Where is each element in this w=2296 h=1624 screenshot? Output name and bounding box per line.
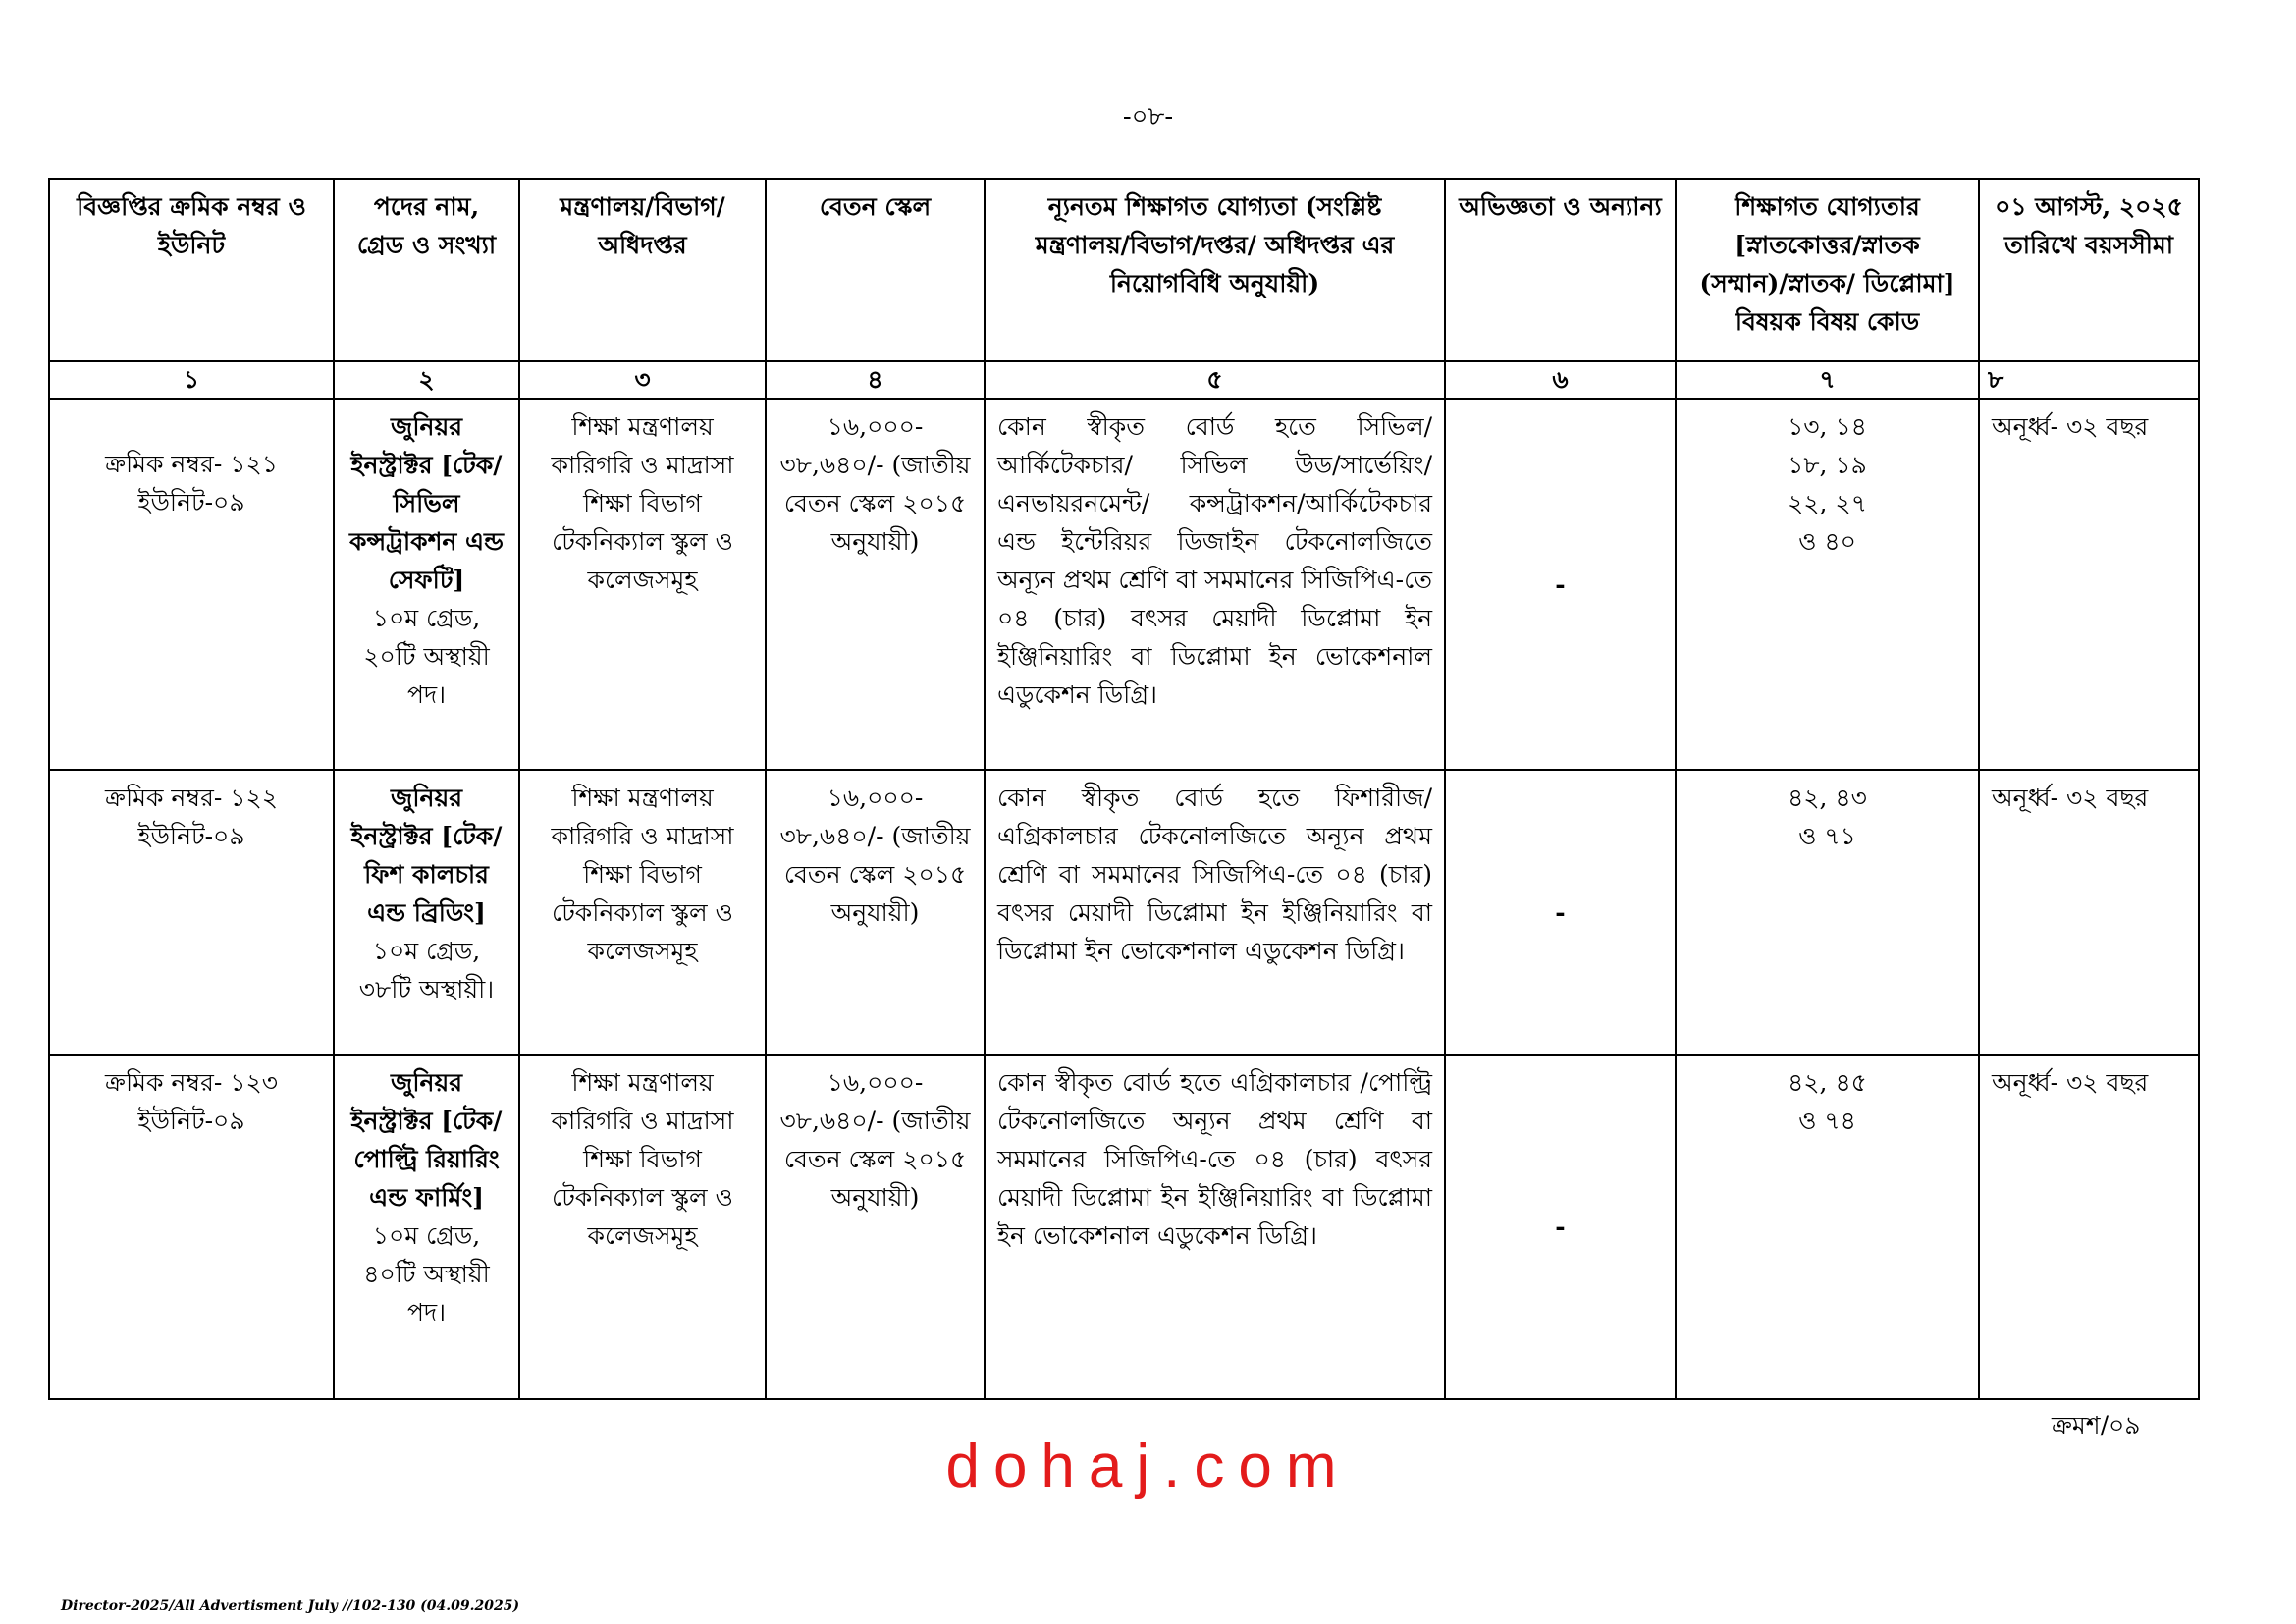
qualification-cell: কোন স্বীকৃত বোর্ড হতে সিভিল/ আর্কিটেকচার/ সিভিল উড/সার্ভেয়িং/ এনভায়রনমেন্ট/ কন্সট্রাকশন/আর্কিটেকচার এন্ড ইন্টেরিয়র ডিজাইন টেকনোলজিতে অন্যূন প্রথম শ্রেণি বা সমমানের সিজিপিএ-তে ০৪ (চার) বৎসর মেয়াদী ডিপ্লোমা ইন ইঞ্জিনিয়ারিং বা ডিপ্লোমা ইন ভোকেশনাল এডুকেশন ডিগ্রি। <box>985 399 1445 770</box>
header-post-name: পদের নাম, গ্রেড ও সংখ্যা <box>334 179 519 361</box>
footer-reference: Director-2025/All Advertisment July //102-130 (04.09.2025) <box>61 1598 520 1614</box>
post-name-cell <box>334 399 519 770</box>
table-header-row <box>49 179 2199 361</box>
experience-cell: - <box>1445 399 1676 770</box>
column-number: ৪ <box>766 361 985 399</box>
column-number: ৬ <box>1445 361 1676 399</box>
post-title: জুনিয়র ইনস্ট্রাক্টর [টেক/ সিভিল কন্সট্রাকশন এন্ড সেফটি] <box>348 412 505 594</box>
post-title: জুনিয়র ইনস্ট্রাক্টর [টেক/ ফিশ কালচার এন্ড ব্রিডিং] <box>350 784 503 927</box>
header-experience: অভিজ্ঞতা ও অন্যান্য <box>1445 179 1676 361</box>
age-limit-cell: অনূর্ধ্ব- ৩২ বছর <box>1979 770 2199 1055</box>
subject-code: ১৮, ১৯ <box>1788 451 1867 479</box>
post-title: জুনিয়র ইনস্ট্রাক্টর [টেক/ পোল্ট্রি রিয়ারিং এন্ড ফার্মিং] <box>350 1068 503 1212</box>
page-number: -০৮- <box>1122 102 1174 132</box>
serial-unit-cell <box>49 1055 334 1399</box>
post-grade: ১০ম গ্রেড, ২০টি অস্থায়ী পদ। <box>363 604 490 709</box>
table-row <box>49 1055 2199 1399</box>
serial-unit-text: ক্রমিক নম্বর- ১২১ ইউনিট-০৯ <box>105 450 278 516</box>
qualification-cell: কোন স্বীকৃত বোর্ড হতে ফিশারীজ/ এগ্রিকালচার টেকনোলজিতে অন্যূন প্রথম শ্রেণি বা সমমানের সিজিপিএ-তে ০৪ (চার) বৎসর মেয়াদী ডিপ্লোমা ইন ইঞ্জিনিয়ারিং বা ডিপ্লোমা ইন ভোকেশনাল এডুকেশন ডিগ্রি। <box>985 770 1445 1055</box>
serial-unit-text: ক্রমিক নম্বর- ১২৩ ইউনিট-০৯ <box>105 1068 278 1135</box>
header-subject-code: শিক্ষাগত যোগ্যতার [স্নাতকোত্তর/স্নাতক (সম্মান)/স্নাতক/ ডিপ্লোমা] বিষয়ক বিষয় কোড <box>1676 179 1979 361</box>
subject-code: ও ৭১ <box>1798 822 1856 850</box>
subject-code: ও ৪০ <box>1798 527 1856 556</box>
subject-code: ও ৭৪ <box>1798 1107 1856 1135</box>
header-serial-unit: বিজ্ঞপ্তির ক্রমিক নম্বর ও ইউনিট <box>49 179 334 361</box>
column-number: ৭ <box>1676 361 1979 399</box>
subject-code: ৪২, ৪৫ <box>1788 1068 1867 1097</box>
serial-unit-text: ক্রমিক নম্বর- ১২২ ইউনিট-০৯ <box>105 784 278 850</box>
ministry-cell: শিক্ষা মন্ত্রণালয় কারিগরি ও মাদ্রাসা শিক্ষা বিভাগ টেকনিক্যাল স্কুল ও কলেজসমূহ <box>519 1055 766 1399</box>
ministry-cell: শিক্ষা মন্ত্রণালয় কারিগরি ও মাদ্রাসা শিক্ষা বিভাগ টেকনিক্যাল স্কুল ও কলেজসমূহ <box>519 770 766 1055</box>
age-limit-cell: অনূর্ধ্ব- ৩২ বছর <box>1979 1055 2199 1399</box>
pay-scale-cell: ১৬,০০০- ৩৮,৬৪০/- (জাতীয় বেতন স্কেল ২০১৫ অনুযায়ী) <box>766 399 985 770</box>
column-number: ২ <box>334 361 519 399</box>
column-number-row <box>49 361 2199 399</box>
post-grade: ১০ম গ্রেড, ৪০টি অস্থায়ী পদ। <box>363 1221 490 1326</box>
age-limit-cell: অনূর্ধ্ব- ৩২ বছর <box>1979 399 2199 770</box>
column-number: ৫ <box>985 361 1445 399</box>
post-grade: ১০ম গ্রেড, ৩৮টি অস্থায়ী। <box>358 937 495 1003</box>
pay-scale-cell: ১৬,০০০- ৩৮,৬৪০/- (জাতীয় বেতন স্কেল ২০১৫ অনুযায়ী) <box>766 770 985 1055</box>
header-ministry: মন্ত্রণালয়/বিভাগ/ অধিদপ্তর <box>519 179 766 361</box>
subject-code: ২২, ২৭ <box>1788 489 1867 517</box>
header-qualification: ন্যূনতম শিক্ষাগত যোগ্যতা (সংশ্লিষ্ট মন্ত্রণালয়/বিভাগ/দপ্তর/ অধিদপ্তর এর নিয়োগবিধি অনুযায়ী) <box>985 179 1445 361</box>
table-row <box>49 770 2199 1055</box>
column-number: ১ <box>49 361 334 399</box>
subject-code-cell <box>1676 399 1979 770</box>
subject-code-cell <box>1676 1055 1979 1399</box>
serial-unit-cell <box>49 399 334 770</box>
subject-code: ১৩, ১৪ <box>1788 412 1867 441</box>
header-pay-scale: বেতন স্কেল <box>766 179 985 361</box>
header-age-limit: ০১ আগস্ট, ২০২৫ তারিখে বয়সসীমা <box>1979 179 2199 361</box>
continued-note: ক্রমশ/০৯ <box>2052 1411 2141 1439</box>
watermark-text: dohaj.com <box>945 1433 1351 1500</box>
vacancy-table <box>48 178 2200 1400</box>
ministry-cell: শিক্ষা মন্ত্রণালয় কারিগরি ও মাদ্রাসা শিক্ষা বিভাগ টেকনিক্যাল স্কুল ও কলেজসমূহ <box>519 399 766 770</box>
subject-code: ৪২, ৪৩ <box>1788 784 1867 812</box>
column-number: ৮ <box>1979 361 2199 399</box>
experience-cell: - <box>1445 1055 1676 1399</box>
table-row <box>49 399 2199 770</box>
post-name-cell <box>334 1055 519 1399</box>
column-number: ৩ <box>519 361 766 399</box>
experience-cell: - <box>1445 770 1676 1055</box>
serial-unit-cell <box>49 770 334 1055</box>
qualification-cell: কোন স্বীকৃত বোর্ড হতে এগ্রিকালচার /পোল্ট্রি টেকনোলজিতে অন্যূন প্রথম শ্রেণি বা সমমানের সিজিপিএ-তে ০৪ (চার) বৎসর মেয়াদী ডিপ্লোমা ইন ইঞ্জিনিয়ারিং বা ডিপ্লোমা ইন ভোকেশনাল এডুকেশন ডিগ্রি। <box>985 1055 1445 1399</box>
subject-code-cell <box>1676 770 1979 1055</box>
post-name-cell <box>334 770 519 1055</box>
pay-scale-cell: ১৬,০০০- ৩৮,৬৪০/- (জাতীয় বেতন স্কেল ২০১৫ অনুযায়ী) <box>766 1055 985 1399</box>
